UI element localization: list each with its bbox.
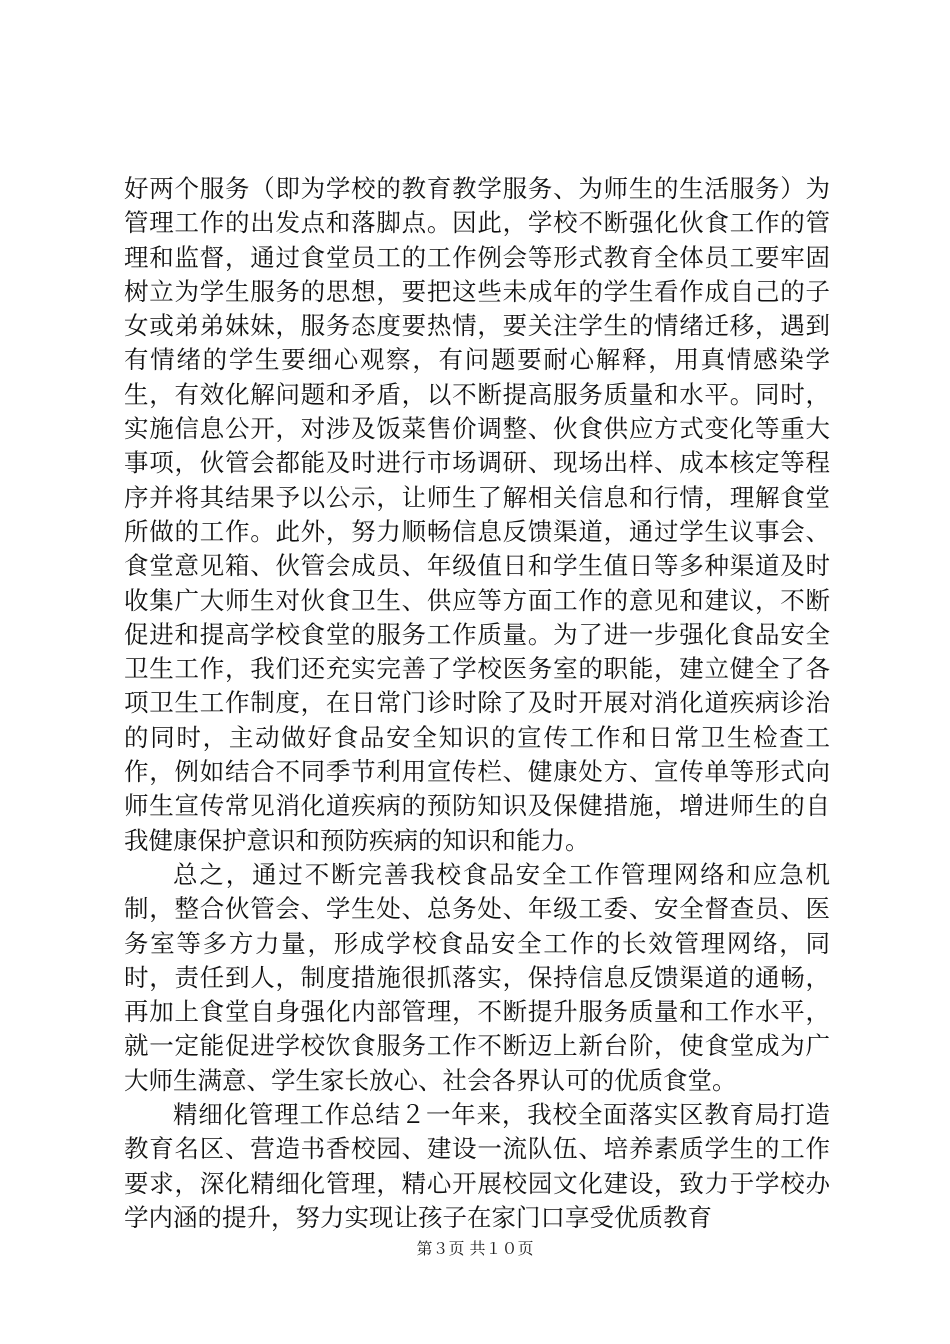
page-number-footer: 第３页 共１０页 <box>416 1239 534 1258</box>
paragraph-conclusion: 总之，通过不断完善我校食品安全工作管理网络和应急机制，整合伙管会、学生处、总务处、年级工委、安全督查员、医务室等多方力量，形成学校食品安全工作的长效管理网络，同时，责任到人，制度措施很抓落实，保持信息反馈渠道的通畅，再加上食堂自身强化内部管理，不断提升服务质量和工作水平，就一定能促进学校饮食服务工作不断迈上新台阶，使食堂成为广大师生满意、学生家长放心、社会各界认可的优质食堂。 <box>124 859 830 1095</box>
paragraph-continued: 好两个服务（即为学校的教育教学服务、为师生的生活服务）为管理工作的出发点和落脚点。因此，学校不断强化伙食工作的管理和监督，通过食堂员工的工作例会等形式教育全体员工要牢固树立为学生服务的思想，要把这些未成年的学生看作成自己的子女或弟弟妹妹，服务态度要热情，要关注学生的情绪迁移，遇到有情绪的学生要细心观察，有问题要耐心解释，用真情感染学生，有效化解问题和矛盾，以不断提高服务质量和水平。同时，实施信息公开，对涉及饭菜售价调整、伙食供应方式变化等重大事项，伙管会都能及时进行市场调研、现场出样、成本核定等程序并将其结果予以公示，让师生了解相关信息和行情，理解食堂所做的工作。此外，努力顺畅信息反馈渠道，通过学生议事会、食堂意见箱、伙管会成员、年级值日和学生值日等多种渠道及时收集广大师生对伙食卫生、供应等方面工作的意见和建议，不断促进和提高学校食堂的服务工作质量。为了进一步强化食品安全卫生工作，我们还充实完善了学校医务室的职能，建立健全了各项卫生工作制度，在日常门诊时除了及时开展对消化道疾病诊治的同时，主动做好食品安全知识的宣传工作和日常卫生检查工作，例如结合不同季节利用宣传栏、健康处方、宣传单等形式向师生宣传常见消化道疾病的预防知识及保健措施，增进师生的自我健康保护意识和预防疾病的知识和能力。 <box>124 174 830 855</box>
document-body <box>124 172 830 1235</box>
paragraph-next-summary: 精细化管理工作总结２一年来，我校全面落实区教育局打造教育名区、营造书香校园、建设一流队伍、培养素质学生的工作要求，深化精细化管理，精心开展校园文化建设，致力于学校办学内涵的提升，努力实现让孩子在家门口享受优质教育 <box>124 1100 830 1232</box>
